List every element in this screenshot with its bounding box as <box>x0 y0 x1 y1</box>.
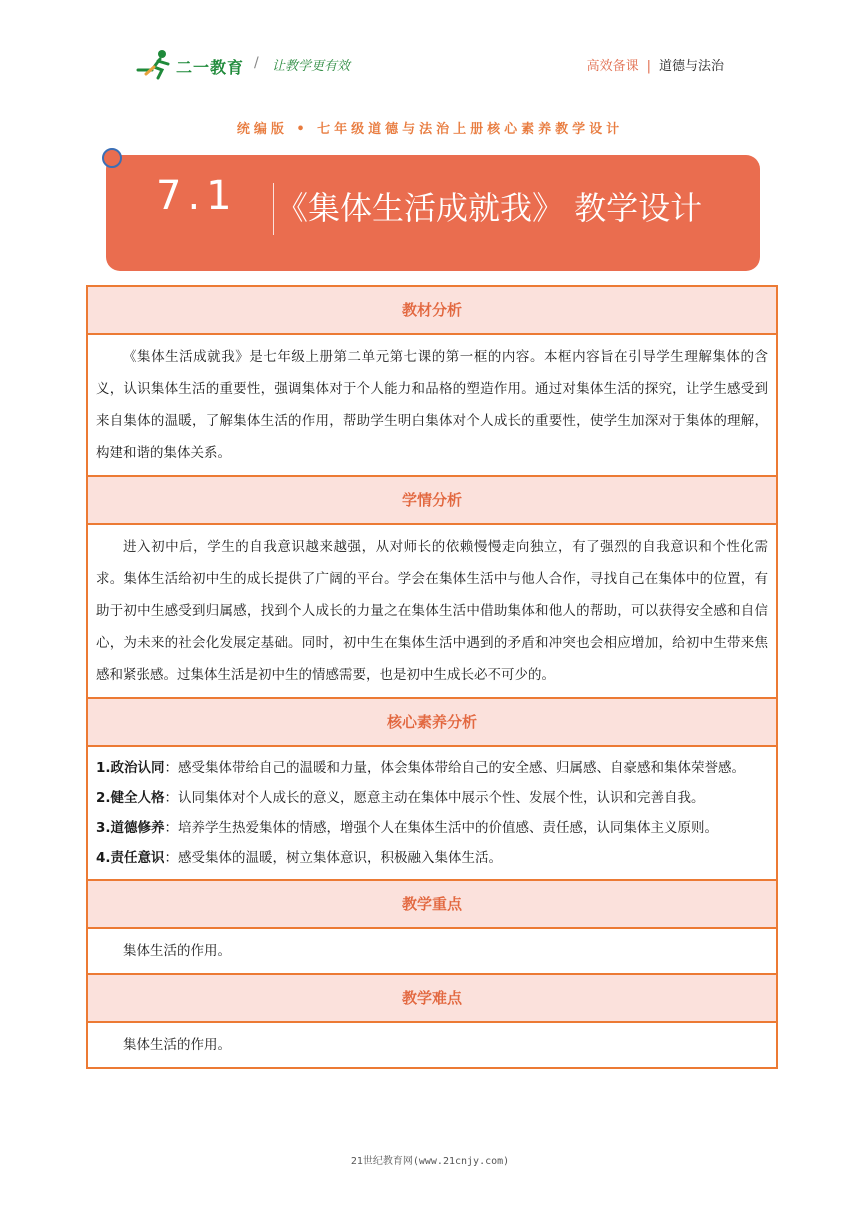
page-header <box>0 0 860 110</box>
item-label: 1.政治认同 <box>96 760 165 776</box>
section-heading-difficulties: 教学难点 <box>88 975 776 1023</box>
series-subtitle: 统编版 • 七年级道德与法治上册核心素养教学设计 <box>236 122 624 137</box>
item-label: 4.责任意识 <box>96 850 165 866</box>
section-heading-core-literacy: 核心素养分析 <box>88 699 776 747</box>
paragraph: 集体生活的作用。 <box>123 943 231 959</box>
paragraph: 集体生活的作用。 <box>123 1037 231 1053</box>
banner-divider <box>273 183 274 235</box>
list-item <box>96 753 772 783</box>
item-text: ：培养学生热爱集体的情感，增强个人在集体生活中的价值感、责任感，认同集体主义原则。 <box>164 820 719 836</box>
section-body-difficulties <box>88 1023 776 1067</box>
item-label: 3.道德修养 <box>96 820 165 836</box>
list-item <box>96 813 772 843</box>
paragraph: 《集体生活成就我》是七年级上册第二单元第七课的第一框的内容。本框内容旨在引导学生理解集体的含义，认识集体生活的重要性，强调集体对于个人能力和品格的塑造作用。通过对集体生活的探究，让学生感受到来自集体的温暖，了解集体生活的作用，帮助学生明白集体对个人成长的重要性，使学生加深对于集体的理解，构建和谐的集体关系。 <box>96 349 768 461</box>
list-item <box>96 783 772 813</box>
page-footer: 21世纪教育网(www.21cnjy.com) <box>350 1156 510 1167</box>
header-label-efficient: 高效备课 <box>586 59 639 74</box>
slogan: 让教学更有效 <box>272 59 351 74</box>
header-right <box>587 55 724 74</box>
item-label: 2.健全人格 <box>96 790 165 806</box>
header-divider: | <box>646 59 651 74</box>
section-heading-learner: 学情分析 <box>88 477 776 525</box>
slash-divider: / <box>254 55 259 71</box>
logo <box>136 48 254 82</box>
paragraph: 进入初中后，学生的自我意识越来越强，从对师长的依赖慢慢走向独立，有了强烈的自我意识和个性化需求。集体生活给初中生的成长提供了广阔的平台。学会在集体生活中与他人合作，寻找自己在集体中的位置，有助于初中生感受到归属感，找到个人成长的力量之在集体生活中借助集体和他人的帮助，可以获得安全感和自信心，为未来的社会化发展定基础。同时，初中生在集体生活中遇到的矛盾和冲突也会相应增加，给初中生带来焦感和紧张感。过集体生活是初中生的情感需要，也是初中生成长必不可少的。 <box>96 539 768 683</box>
title-banner <box>106 155 760 271</box>
lesson-title: 《集体生活成就我》 教学设计 <box>276 189 703 227</box>
section-body-core-literacy <box>88 747 776 881</box>
design-table <box>86 285 778 1069</box>
header-label-subject: 道德与法治 <box>658 59 724 74</box>
lesson-number: 7.1 <box>156 173 238 219</box>
section-body-key-points <box>88 929 776 975</box>
circle-decoration-icon <box>102 148 122 168</box>
item-text: ：感受集体带给自己的温暖和力量，体会集体带给自己的安全感、归属感、自豪感和集体荣誉感。 <box>164 760 746 776</box>
item-text: ：认同集体对个人成长的意义，愿意主动在集体中展示个性、发展个性，认识和完善自我。 <box>164 790 705 806</box>
item-text: ：感受集体的温暖，树立集体意识，积极融入集体生活。 <box>164 850 503 866</box>
section-heading-key-points: 教学重点 <box>88 881 776 929</box>
section-heading-textbook: 教材分析 <box>88 287 776 335</box>
section-body-textbook <box>88 335 776 477</box>
list-item <box>96 843 772 873</box>
runner-logo-icon <box>136 48 176 80</box>
section-body-learner <box>88 525 776 699</box>
logo-text: 二一教育 <box>176 58 245 77</box>
